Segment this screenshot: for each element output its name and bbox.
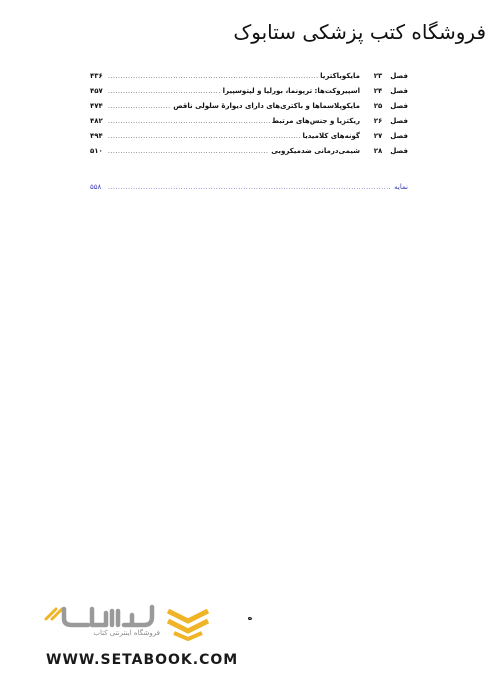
dot-leader (108, 148, 269, 155)
dot-leader (108, 184, 392, 191)
index-page-number: ۵۵۸ (90, 183, 102, 191)
toc-row[interactable] (90, 72, 408, 87)
chapter-number: ۲۵ (373, 102, 383, 110)
toc-row[interactable] (90, 117, 408, 132)
chapter-label (360, 72, 408, 80)
toc-page-number: ۵۱۰ (90, 147, 103, 155)
page-number: ه (247, 613, 253, 622)
chapter-number: ۲۷ (373, 132, 383, 140)
dot-leader (108, 73, 318, 80)
toc-row[interactable] (90, 147, 408, 162)
toc-entry-title: اسپیروکت‌ها: ترپونما، بورلیا و لپتوسپیرا (222, 87, 360, 95)
setabook-logo[interactable] (42, 603, 212, 643)
toc-page-number: ۴۵۷ (90, 87, 103, 95)
toc-entry-title: ریکتزیا و جنس‌های مرتبط (271, 117, 360, 125)
chapter-word: فصل (390, 132, 408, 140)
dot-leader (108, 118, 270, 125)
chapter-label (360, 102, 408, 110)
website-url[interactable]: WWW.SETABOOK.COM (46, 652, 239, 668)
index-label: نمایه (394, 183, 408, 191)
toc-row[interactable] (90, 102, 408, 117)
toc-page-number: ۴۷۴ (90, 102, 103, 110)
toc-entry-title: مایکوباکتریا (320, 72, 360, 80)
dot-leader (108, 88, 221, 95)
toc-entry-title: مایکوپلاسماها و باکتری‌های دارای دیوارهٔ سلولی ناقص (173, 102, 360, 110)
store-title: فروشگاه کتب پزشکی ستابوک (233, 20, 486, 44)
chevron-stack-icon (166, 605, 210, 641)
table-of-contents (90, 72, 408, 162)
logo-tagline: فروشگاه اینترنتی کتاب (93, 629, 160, 637)
chapter-number: ۲۴ (373, 87, 383, 95)
dot-leader (108, 133, 300, 140)
toc-row[interactable] (90, 132, 408, 147)
chapter-label (360, 147, 408, 155)
chapter-word: فصل (390, 102, 408, 110)
chapter-word: فصل (390, 87, 408, 95)
toc-row[interactable] (90, 87, 408, 102)
setabook-logo-wordmark (42, 603, 160, 643)
chapter-number: ۲۳ (373, 72, 383, 80)
chapter-word: فصل (390, 72, 408, 80)
chapter-number: ۲۶ (373, 117, 383, 125)
toc-index-link[interactable] (90, 183, 408, 191)
chapter-word: فصل (390, 147, 408, 155)
toc-page-number: ۴۹۴ (90, 132, 103, 140)
toc-page-number: ۴۳۶ (90, 72, 103, 80)
toc-page-number: ۴۸۲ (90, 117, 103, 125)
toc-entry-title: گونه‌های کلامیدیا (302, 132, 360, 140)
chapter-label (360, 117, 408, 125)
chapter-number: ۲۸ (373, 147, 383, 155)
dot-leader (108, 103, 171, 110)
chapter-label (360, 132, 408, 140)
toc-entry-title: شیمی‌درمانی ضدمیکروبی (271, 147, 360, 155)
chapter-word: فصل (390, 117, 408, 125)
chapter-label (360, 87, 408, 95)
